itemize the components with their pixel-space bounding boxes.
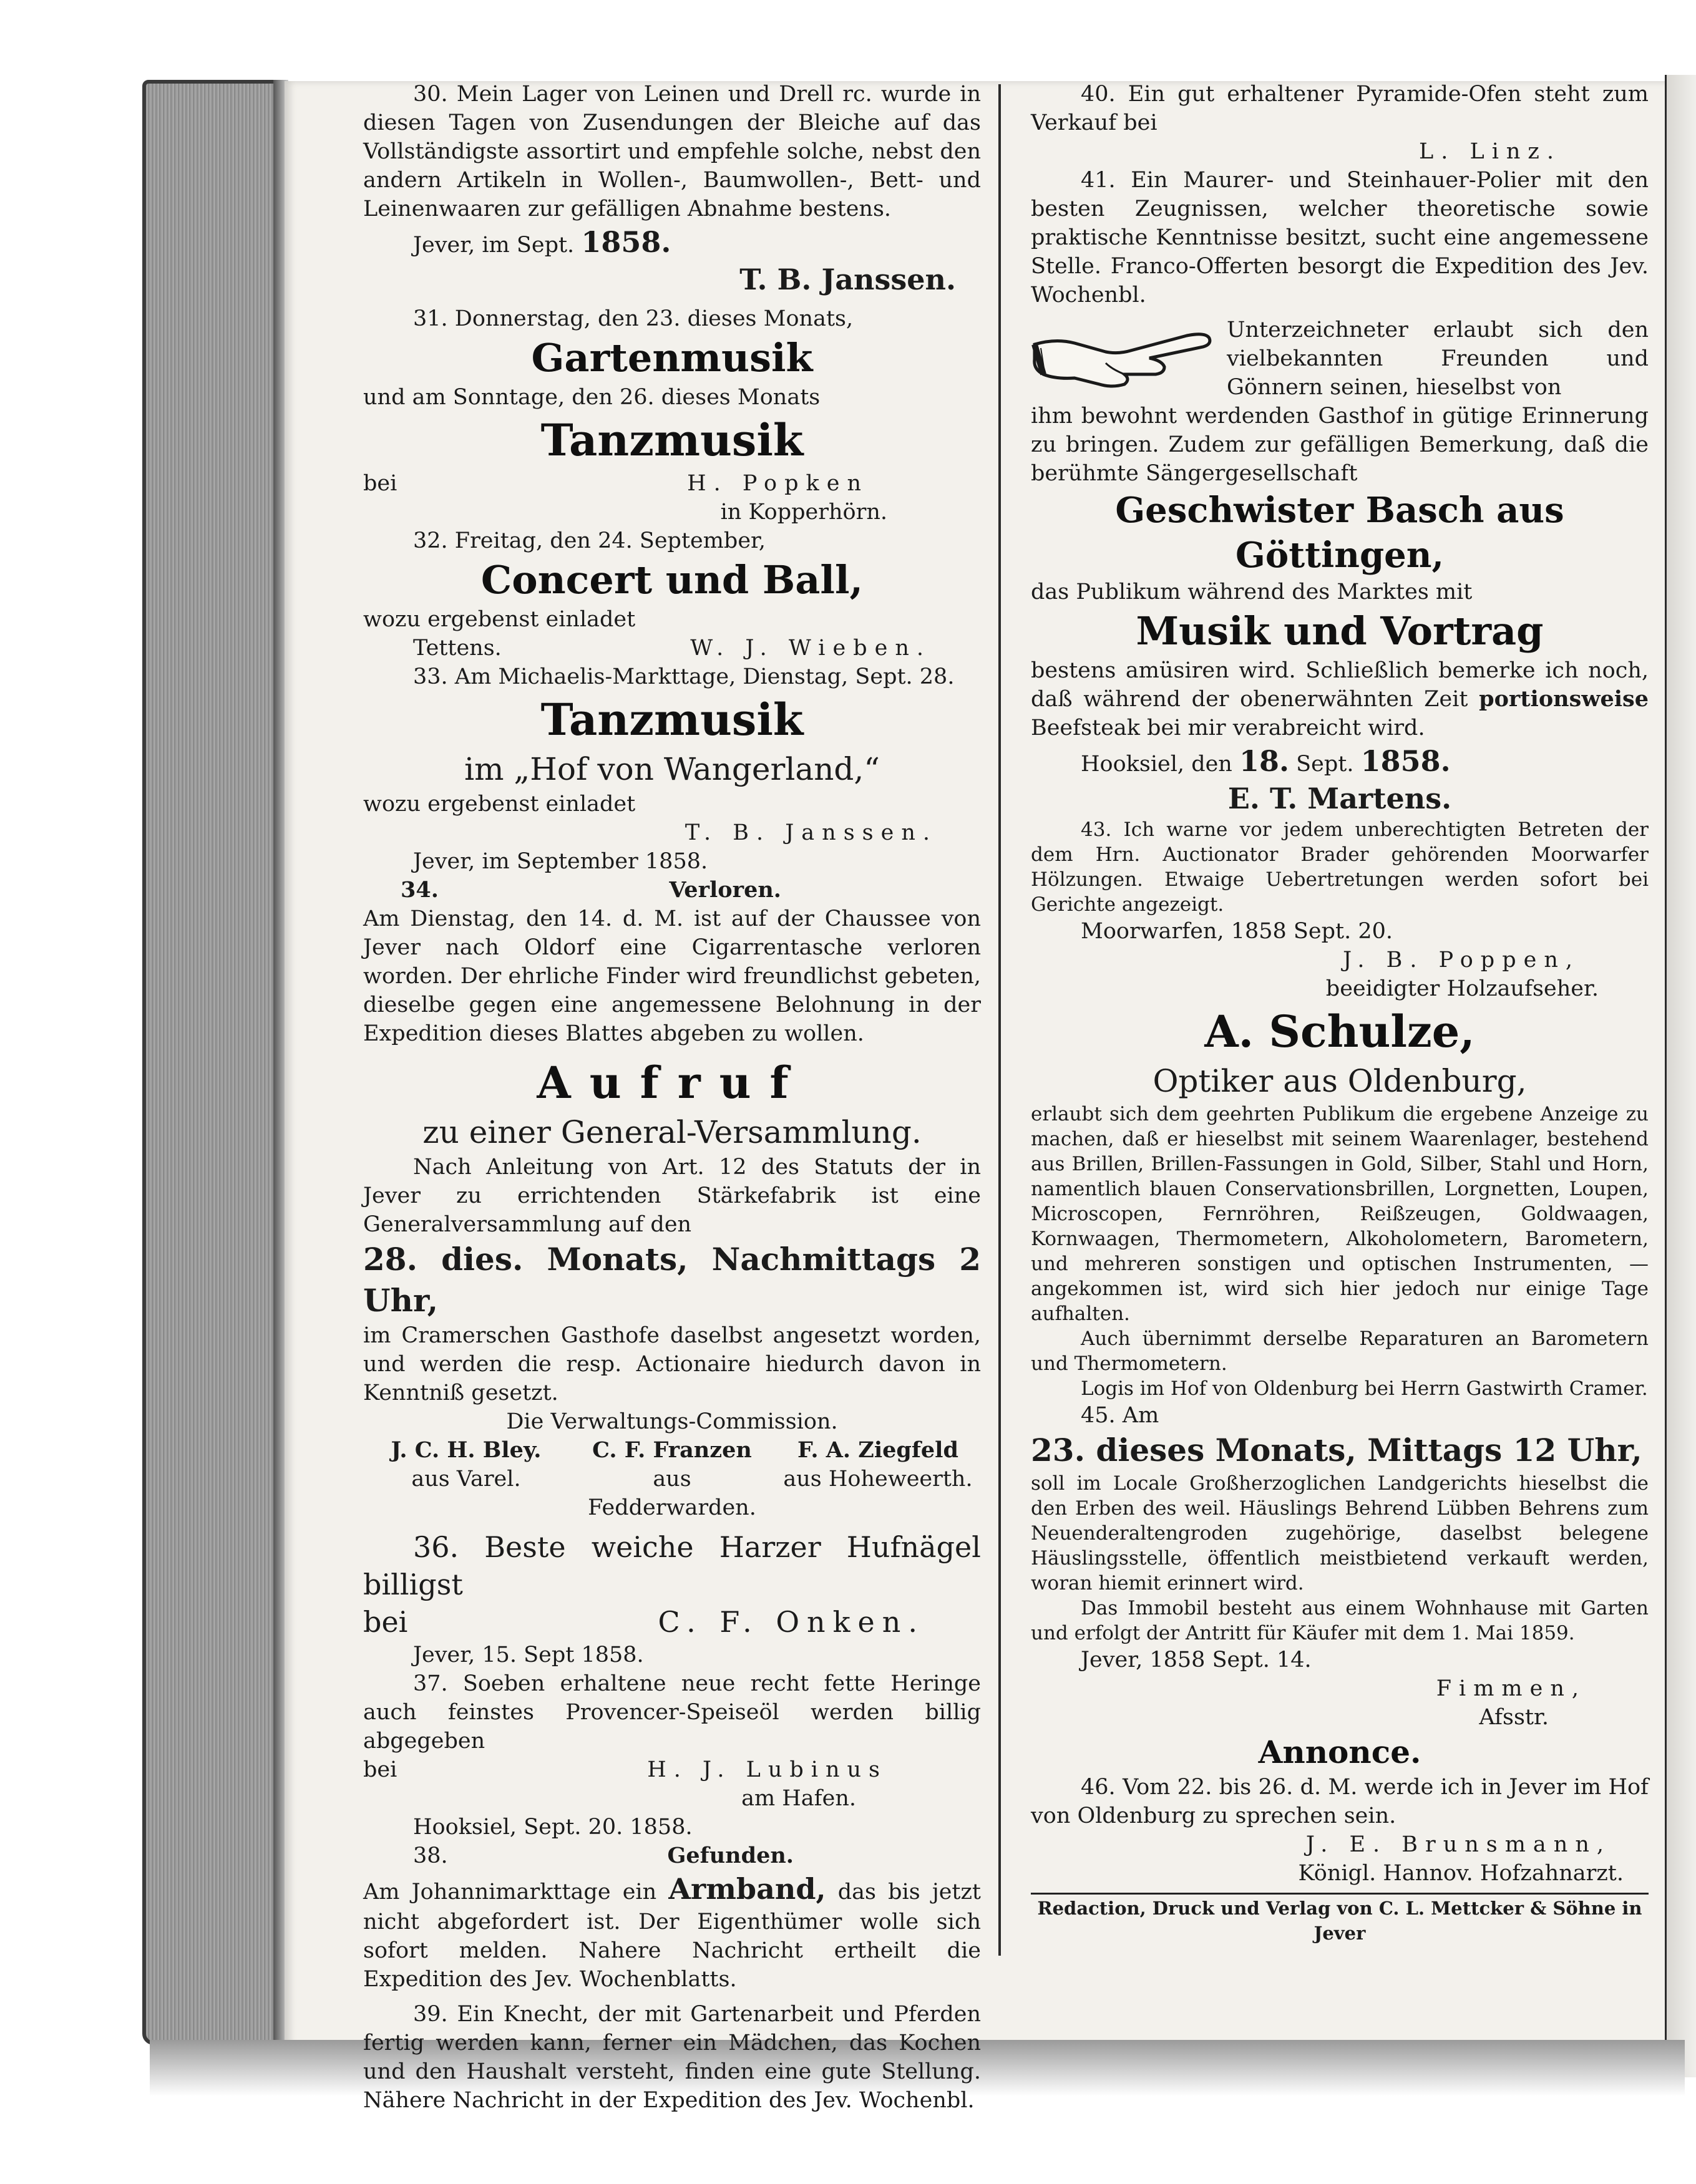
ad-43-text: 43. Ich warne vor jedem unberechtigten Betreten der dem Hrn. Auctionator Brader gehörenden Moorwarfer Hölzungen. Etwaige Uebertretungen werden sofort bei Gerichte angezeigt. (1031, 818, 1649, 916)
ad-33-name: T. B. Janssen. (685, 820, 937, 845)
ad-43-role: beeidigter Holzaufseher. (1325, 976, 1599, 1001)
schulze-text2: Auch übernimmt derselbe Reparaturen an Barometern und Thermometern. (1031, 1327, 1649, 1375)
ad-36-bei: bei (363, 1605, 408, 1639)
ad-45-date2: Jever, 1858 Sept. 14. (1081, 1648, 1312, 1672)
ad-33-sub: im „Hof von Wangerland,“ (464, 751, 880, 787)
ad-46-annonce (1031, 1732, 1649, 1888)
annonce-text: 46. Vom 22. bis 26. d. M. werde ich in Jever im Hof von Oldenburg zu sprechen sein. (1031, 1775, 1649, 1828)
aufruf-title: Aufruf (537, 1057, 807, 1109)
ad-45-role: Afsstr. (1479, 1705, 1549, 1730)
schulze-text3: Logis im Hof von Oldenburg bei Herrn Gastwirth Cramer. (1081, 1377, 1648, 1400)
ad-37-date: Hooksiel, Sept. 20. 1858. (413, 1815, 693, 1840)
ad-42-hand-text: Unterzeichneter erlaubt sich den vielbekannten Freunden und Gönnern seinen, hieselbst von (1227, 318, 1649, 400)
aufruf-name-1: J. C. H. Bley. (391, 1437, 542, 1463)
aufruf-commission: Die Verwaltungs-Commission. (506, 1409, 838, 1434)
ad-36-date: Jever, 15. Sept 1858. (413, 1643, 644, 1667)
ad-35-aufruf (363, 1054, 981, 1522)
ad-40-name: L. Linz. (1418, 139, 1561, 164)
schulze-sub: Optiker aus Oldenburg, (1153, 1063, 1527, 1099)
ad-37-text: 37. Soeben erhaltene neue recht fette Heringe auch feinstes Provencer-Speiseöl werden billig abgegeben (363, 1671, 981, 1754)
ad-33-date: Jever, im September 1858. (413, 849, 708, 874)
ad-30 (363, 80, 981, 298)
ad-32-line1: 32. Freitag, den 24. September, (413, 528, 766, 553)
ad-32-line2: wozu ergebenst einladet (363, 607, 636, 632)
ad-33-title: Tanzmusik (540, 694, 804, 745)
aufruf-date: 28. dies. Monats, Nachmittags 2 Uhr, (363, 1241, 981, 1319)
ad-41-text: 41. Ein Maurer- und Steinhauer-Polier mit den besten Zeugnissen, welcher theoretische sowie praktische Kenntnisse besitzt, sucht eine angemessene Stelle. Franco-Offerten besorgt die Expedition des Jev. Wochenbl. (1031, 168, 1649, 308)
annonce-name: J. E. Brunsmann, (1305, 1832, 1611, 1857)
ad-44-schulze (1031, 1003, 1649, 1401)
ad-30-year: 1858. (581, 225, 671, 259)
aufruf-text: Nach Anleitung von Art. 12 des Statuts der in Jever zu errichtenden Stärkefabrik ist eine Generalversammlung auf den (363, 1155, 981, 1237)
ad-34 (363, 876, 981, 1048)
ad-42-date-day: 18. (1239, 744, 1290, 778)
ad-32-title: Concert und Ball, (480, 557, 864, 603)
ad-45-date: 23. dieses Monats, Mittags 12 Uhr, (1031, 1432, 1642, 1468)
ad-42-date-b: Sept. (1296, 752, 1354, 777)
ad-31-name: H. Popken (687, 471, 869, 496)
ad-33 (363, 662, 981, 876)
right-column (1031, 80, 1649, 1946)
ad-30-sign: T. B. Janssen. (739, 263, 956, 296)
ad-42-date-a: Hooksiel, den (1081, 752, 1232, 777)
ad-31-line2: und am Sonntage, den 26. dieses Monats (363, 385, 821, 410)
aufruf-place-3: aus Hoheweerth. (783, 1467, 973, 1492)
book-fore-edge (142, 80, 281, 2045)
ad-45-text: soll im Locale Großherzoglichen Landgerichts hieselbst die den Erben des weil. Häuslings Behrend Lübben Behrens zum Neuenderaltengroden zugehörige, daselbst belegene Häuslingsstelle, öffentlich meistbietend verkauft werden, woran hiemit erinnert wird. (1031, 1472, 1649, 1594)
ad-39 (363, 2000, 981, 2115)
annonce-title: Annonce. (1258, 1734, 1421, 1770)
ad-30-place: Jever, im Sept. (413, 233, 575, 258)
ad-42-line: das Publikum während des Marktes mit (1031, 580, 1473, 604)
ad-43 (1031, 817, 1649, 1003)
ad-31-title1: Gartenmusik (531, 335, 813, 381)
aufruf-text2: im Cramerschen Gasthofe daselbst angesetzt worden, und werden die resp. Actionaire hiedurch davon in Kenntniß gesetzt. (363, 1323, 981, 1405)
ad-37-bei: bei (363, 1757, 397, 1782)
ad-42-text2-a: bestens amüsiren wird. Schließlich bemerke ich noch, daß während der obenerwähnten Zeit (1031, 658, 1649, 712)
ad-31-line1: 31. Donnerstag, den 23. dieses Monats, (413, 306, 854, 331)
ad-32-place: Tettens. (413, 636, 502, 661)
column-divider (998, 84, 1001, 1956)
ad-36 (363, 1528, 981, 1669)
left-column (363, 80, 981, 2115)
aufruf-place-1: aus Varel. (411, 1467, 521, 1492)
ad-42-sign: E. T. Martens. (1227, 782, 1452, 815)
ad-42-title2: Musik und Vortrag (1136, 608, 1544, 654)
ad-38-text-b: das bis jetzt nicht abgefordert ist. Der Eigenthümer wolle sich sofort melden. Nahere Nachricht ertheilt die Expedition des Jev. Wochenblatts. (363, 1880, 981, 1992)
ad-34-text: Am Dienstag, den 14. d. M. ist auf der Chaussee von Jever nach Oldorf eine Cigarrentasche verloren worden. Der ehrliche Finder wird freundlichst gebeten, dieselbe gegen eine angemessene Belohnung in der Expedition dieses Blattes abgeben zu wollen. (363, 906, 981, 1046)
ad-45-text2: Das Immobil besteht aus einem Wohnhause mit Garten und erfolgt der Antritt für Käufer mit dem 1. Mai 1859. (1031, 1597, 1649, 1644)
ad-40 (1031, 80, 1649, 166)
ad-38-num: 38. (413, 1843, 448, 1868)
ad-41 (1031, 166, 1649, 309)
ad-34-head: Verloren. (669, 877, 781, 903)
schulze-title: A. Schulze, (1204, 1006, 1475, 1057)
aufruf-name-2: C. F. Franzen (592, 1437, 752, 1463)
pointing-hand-icon (1031, 319, 1218, 394)
ad-38-head: Gefunden. (667, 1843, 794, 1868)
ad-42-date-year: 1858. (1360, 744, 1451, 778)
ad-32-name: W. J. Wieben. (690, 636, 931, 661)
ad-39-text: 39. Ein Knecht, der mit Gartenarbeit und Pferden fertig werden kann, ferner ein Mädchen, das Kochen und den Haushalt versteht, finden eine gute Stellung. Nähere Nachricht in der Expedition des Jev. Wochenbl. (363, 2002, 981, 2113)
aufruf-name-3: F. A. Ziegfeld (797, 1437, 958, 1463)
schulze-text: erlaubt sich dem geehrten Publikum die ergebene Anzeige zu machen, daß er hieselbst mit seinem Waarenlager, bestehend aus Brillen, Brillen-Fassungen in Gold, Silber, Stahl und Horn, namentlich blauen Conservationsbrillen, Lorgnetten, Loupen, Microscopen, Fernröhren, Reißzeugen, Goldwaagen, Kornwaagen, Thermometern, Alkoholometern, Barometern, und mehreren sonstigen und optischen Instrumenten, — angekommen ist, wird sich hier jedoch nur einige Tage aufhalten. (1031, 1103, 1649, 1325)
ad-31-bei: bei (363, 471, 397, 496)
ad-36-text: 36. Beste weiche Harzer Hufnägel billigst (363, 1530, 981, 1601)
ad-42-bold: portionsweise (1479, 686, 1649, 712)
ad-37-place: am Hafen. (741, 1786, 856, 1811)
imprint-footer: Redaction, Druck und Verlag von C. L. Mettcker & Söhne in Jever (1031, 1893, 1649, 1946)
ad-37 (363, 1669, 981, 1842)
ad-43-name: J. B. Poppen, (1343, 948, 1580, 973)
ad-45-name: Fimmen, (1436, 1676, 1586, 1701)
ad-31-title2: Tanzmusik (540, 414, 804, 466)
ad-33-line2: wozu ergebenst einladet (363, 792, 636, 817)
ad-37-name: H. J. Lubinus (647, 1757, 887, 1782)
ad-45 (1031, 1401, 1649, 1732)
ad-36-name: C. F. Onken. (658, 1605, 925, 1639)
ad-38-bold: Armband, (668, 1872, 826, 1906)
ad-45-line: 45. Am (1081, 1403, 1159, 1428)
ad-42-text: ihm bewohnt werdenden Gasthof in gütige Erinnerung zu bringen. Zudem zur gefälligen Bemerkung, daß die berühmte Sängergesellschaft (1031, 404, 1649, 486)
annonce-role: Königl. Hannov. Hofzahnarzt. (1298, 1861, 1624, 1886)
ad-33-line1: 33. Am Michaelis-Markttage, Dienstag, Sept. 28. (413, 664, 955, 689)
ad-30-text: 30. Mein Lager von Leinen und Drell rc. wurde in diesen Tagen von Zusendungen der Bleiche auf das Vollständigste assortirt und empfehle solche, nebst den andern Artikeln in Wollen-, Baumwollen-, Bett- und Leinenwaaren zur gefälligen Abnahme bestens. (363, 82, 981, 221)
aufruf-place-2: aus Fedderwarden. (588, 1467, 756, 1520)
ad-31-place: in Kopperhörn. (720, 500, 887, 525)
aufruf-sub: zu einer General-Versammlung. (422, 1114, 922, 1150)
next-page-edge (1665, 75, 1696, 2077)
ad-42-text2-b: Beefsteak bei mir verabreicht wird. (1031, 716, 1425, 740)
ad-32 (363, 527, 981, 662)
ad-42 (1031, 316, 1649, 817)
ad-38 (363, 1842, 981, 1994)
ad-31 (363, 304, 981, 527)
ad-38-text-a: Am Johannimarkttage ein (363, 1880, 657, 1905)
ad-43-date: Moorwarfen, 1858 Sept. 20. (1081, 919, 1393, 944)
ad-42-title1: Geschwister Basch aus Göttingen, (1115, 490, 1564, 576)
ad-34-num: 34. (401, 877, 439, 903)
ad-40-text: 40. Ein gut erhaltener Pyramide-Ofen steht zum Verkauf bei (1031, 82, 1649, 135)
